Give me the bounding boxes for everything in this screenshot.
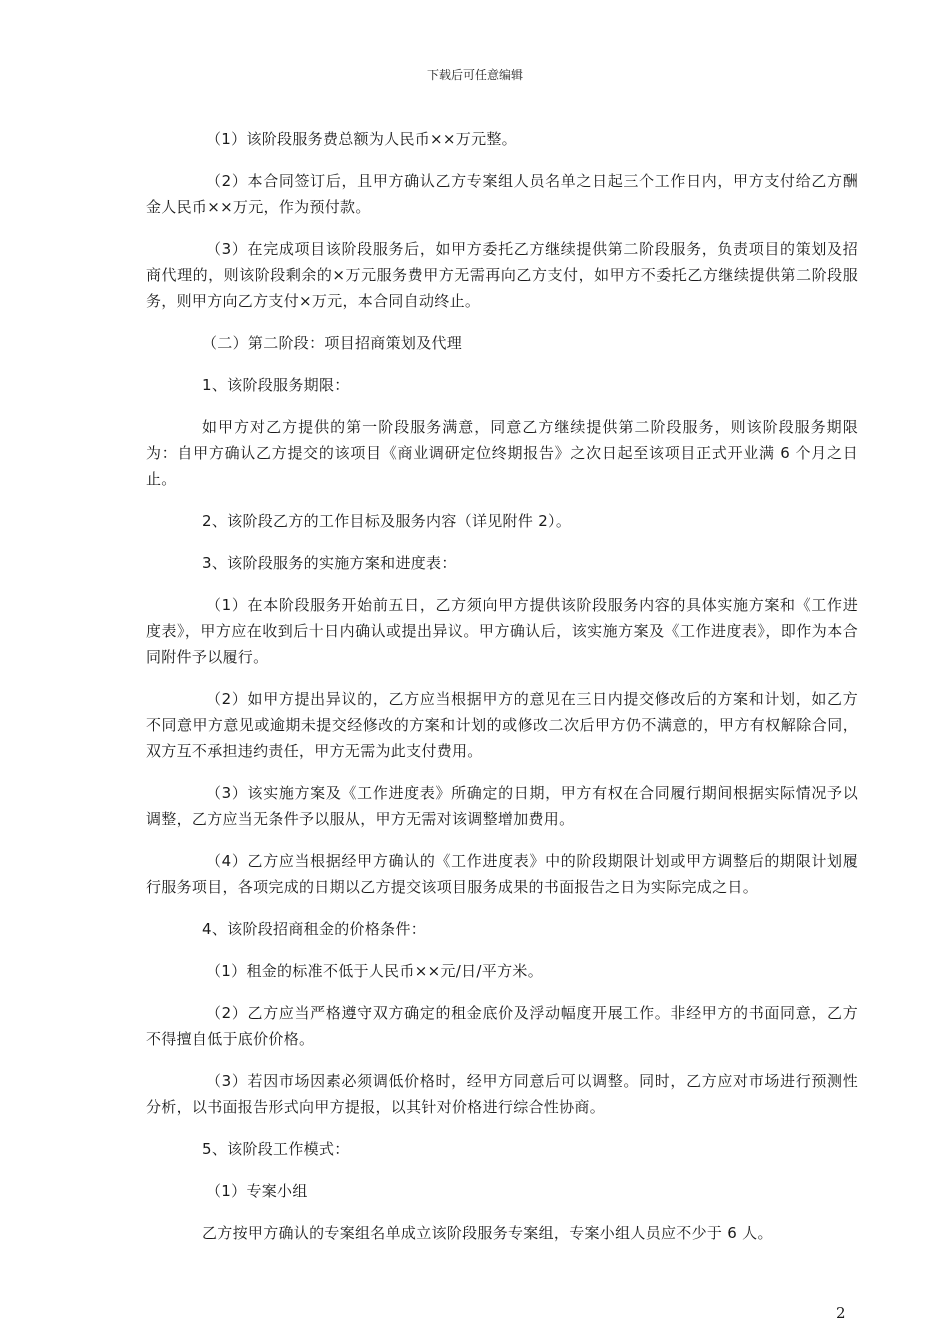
paragraph: （3）若因市场因素必须调低价格时，经甲方同意后可以调整。同时，乙方应对市场进行预测性分析，以书面报告形式向甲方提报，以其针对价格进行综合性协商。 [146, 1072, 858, 1116]
paragraph: 乙方按甲方确认的专案组名单成立该阶段服务专案组，专案小组人员应不少于 6 人。 [202, 1224, 773, 1242]
paragraph: （1）在本阶段服务开始前五日，乙方须向甲方提供该阶段服务内容的具体实施方案和《工作进度表》，甲方应在收到后十日内确认或提出异议。甲方确认后，该实施方案及《工作进度表》，即作为本合同附件予以履行。 [146, 596, 858, 666]
paragraph: （1）该阶段服务费总额为人民币××万元整。 [206, 130, 517, 148]
subsection-heading: 1、该阶段服务期限： [202, 376, 350, 394]
paragraph: （3）在完成项目该阶段服务后，如甲方委托乙方继续提供第二阶段服务，负责项目的策划及招商代理的，则该阶段剩余的×万元服务费甲方无需再向乙方支付，如甲方不委托乙方继续提供第二阶段服务，则甲方向乙方支付×万元，本合同自动终止。 [146, 240, 858, 310]
document-body [146, 126, 858, 1262]
paragraph: （2）本合同签订后，且甲方确认乙方专案组人员名单之日起三个工作日内，甲方支付给乙方酬金人民币××万元，作为预付款。 [146, 172, 858, 216]
paragraph: （2）乙方应当严格遵守双方确定的租金底价及浮动幅度开展工作。非经甲方的书面同意，乙方不得擅自低于底价价格。 [146, 1004, 858, 1048]
subsection-heading: 3、该阶段服务的实施方案和进度表： [202, 554, 457, 572]
page-number: 2 [836, 1304, 846, 1322]
paragraph: （1）专案小组 [206, 1182, 308, 1200]
subsection-heading: 2、该阶段乙方的工作目标及服务内容（详见附件 2）。 [202, 512, 572, 530]
paragraph: （3）该实施方案及《工作进度表》所确定的日期，甲方有权在合同履行期间根据实际情况予以调整，乙方应当无条件予以服从，甲方无需对该调整增加费用。 [146, 784, 858, 828]
subsection-heading: 5、该阶段工作模式： [202, 1140, 350, 1158]
paragraph: （1）租金的标准不低于人民币××元/日/平方米。 [206, 962, 543, 980]
paragraph: （2）如甲方提出异议的，乙方应当根据甲方的意见在三日内提交修改后的方案和计划，如乙方不同意甲方意见或逾期未提交经修改的方案和计划的或修改二次后甲方仍不满意的，甲方有权解除合同，双方互不承担违约责任，甲方无需为此支付费用。 [146, 690, 858, 760]
page-header: 下载后可任意编辑 [426, 68, 523, 82]
paragraph: 如甲方对乙方提供的第一阶段服务满意，同意乙方继续提供第二阶段服务，则该阶段服务期限为：自甲方确认乙方提交的该项目《商业调研定位终期报告》之次日起至该项目正式开业满 6 个月之日止。 [146, 418, 858, 488]
paragraph: （4）乙方应当根据经甲方确认的《工作进度表》中的阶段期限计划或甲方调整后的期限计划履行服务项目，各项完成的日期以乙方提交该项目服务成果的书面报告之日为实际完成之日。 [146, 852, 858, 896]
subsection-heading: 4、该阶段招商租金的价格条件： [202, 920, 427, 938]
section-heading: （二）第二阶段：项目招商策划及代理 [202, 334, 463, 352]
